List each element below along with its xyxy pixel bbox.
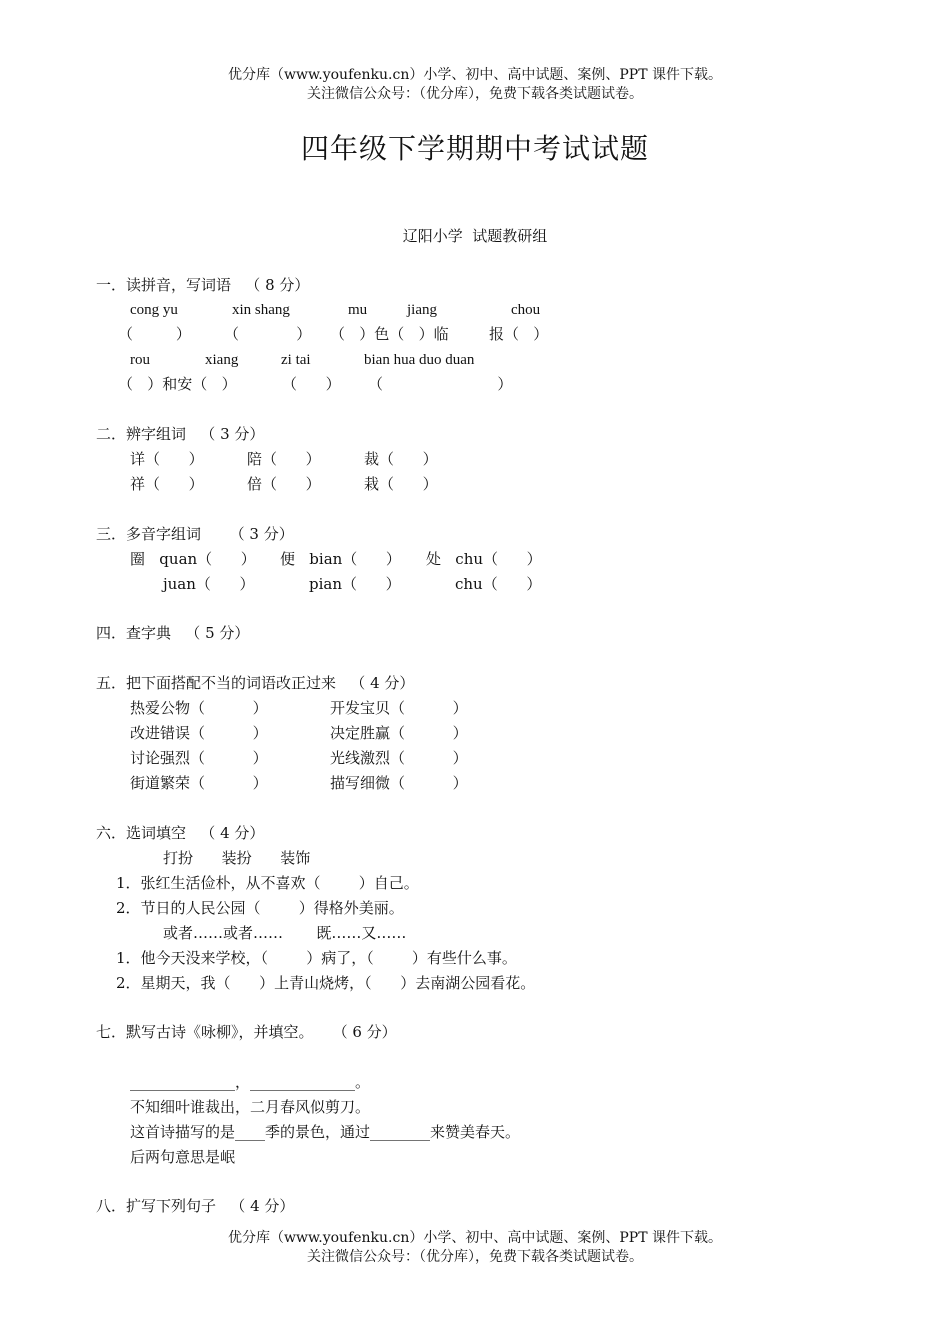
word-item[interactable]: 倍（ ） (247, 475, 321, 493)
pinyin-item: rou (130, 352, 150, 368)
section-5-heading: 五．把下面搭配不当的词语改正过来 （ 4 分） (96, 674, 415, 692)
pinyin-item: xin shang (232, 302, 290, 318)
phrase-item[interactable]: 讨论强烈（ ） (130, 749, 268, 767)
polyphone-item[interactable]: 处 chu（ ） (426, 550, 542, 568)
section-3-heading: 三．多音字组词 （ 3 分） (96, 525, 294, 543)
section-2-heading: 二．辨字组词 （ 3 分） (96, 425, 265, 443)
meaning-line: 后两句意思是岷 (130, 1148, 236, 1166)
answer-blank[interactable]: （ ）色（ ）临 (330, 325, 449, 343)
word-item[interactable]: 裁（ ） (364, 450, 438, 468)
polyphone-item[interactable]: pian（ ） (309, 575, 401, 593)
page-subtitle: 辽阳小学 试题教研组 (402, 227, 548, 245)
section-7-heading: 七．默写古诗《咏柳》，并填空。 （ 6 分） (96, 1023, 397, 1041)
footer-line-2: 关注微信公众号：（优分库），免费下载各类试题试卷。 (307, 1249, 643, 1265)
phrase-item[interactable]: 改进错误（ ） (130, 724, 268, 742)
pinyin-item: chou (511, 302, 541, 318)
section-4-heading: 四．查字典 （ 5 分） (96, 624, 250, 642)
answer-blank[interactable]: （ ）和安（ ） (118, 375, 237, 393)
section-6-heading: 六．选词填空 （ 4 分） (96, 824, 265, 842)
question-item[interactable]: 2．节日的人民公园（ ）得格外美丽。 (116, 899, 404, 917)
pinyin-item: bian hua duo duan (364, 352, 475, 368)
pinyin-item: zi tai (281, 352, 311, 368)
poem-blank-line[interactable]: ______________，______________。 (130, 1073, 371, 1091)
word-item[interactable]: 陪（ ） (247, 450, 321, 468)
polyphone-item[interactable]: chu（ ） (455, 575, 542, 593)
page-title: 四年级下学期期中考试试题 (300, 132, 649, 165)
footer-line-1: 优分库（www.youfenku.cn）小学、初中、高中试题、案例、PPT 课件下载。 (227, 1230, 722, 1246)
pinyin-item: mu (348, 302, 368, 318)
word-choices: 打扮 装扮 装饰 (163, 849, 311, 867)
question-item[interactable]: 2．星期天，我（ ）上青山烧烤，（ ）去南湖公园看花。 (116, 974, 536, 992)
pinyin-item: jiang (407, 302, 437, 318)
answer-blank[interactable]: （ ） (118, 325, 191, 343)
polyphone-item[interactable]: 便 bian（ ） (280, 550, 401, 568)
phrase-item[interactable]: 光线激烈（ ） (330, 749, 468, 767)
phrase-item[interactable]: 街道繁荣（ ） (130, 774, 268, 792)
header-line-2: 关注微信公众号：（优分库），免费下载各类试题试卷。 (307, 86, 643, 102)
phrase-item[interactable]: 决定胜赢（ ） (330, 724, 468, 742)
answer-blank[interactable]: 报（ ） (489, 325, 549, 343)
pinyin-item: cong yu (130, 302, 178, 318)
section-8-heading: 八．扩写下列句子 （ 4 分） (96, 1197, 295, 1215)
answer-blank[interactable]: （ ） (368, 375, 513, 393)
phrase-item[interactable]: 热爱公物（ ） (130, 699, 268, 717)
word-item[interactable]: 祥（ ） (130, 475, 204, 493)
fill-in-line[interactable]: 这首诗描写的是____季的景色，通过________来赞美春天。 (130, 1123, 521, 1141)
phrase-item[interactable]: 开发宝贝（ ） (330, 699, 468, 717)
header-line-1: 优分库（www.youfenku.cn）小学、初中、高中试题、案例、PPT 课件下载。 (227, 67, 722, 83)
answer-blank[interactable]: （ ） (282, 375, 341, 393)
answer-blank[interactable]: （ ） (224, 325, 312, 343)
polyphone-item[interactable]: juan（ ） (163, 575, 255, 593)
word-choices: 或者……或者…… 既……又…… (163, 924, 407, 942)
section-1-heading: 一．读拼音，写词语 （ 8 分） (96, 276, 310, 294)
pinyin-item: xiang (205, 352, 239, 368)
question-item[interactable]: 1．他今天没来学校，（ ）病了，（ ）有些什么事。 (116, 949, 517, 967)
phrase-item[interactable]: 描写细微（ ） (330, 774, 468, 792)
word-item[interactable]: 详（ ） (130, 450, 204, 468)
word-item[interactable]: 栽（ ） (364, 475, 438, 493)
polyphone-item[interactable]: 圈 quan（ ） (130, 550, 256, 568)
question-item[interactable]: 1．张红生活俭朴，从不喜欢（ ）自己。 (116, 874, 419, 892)
poem-line: 不知细叶谁裁出，二月春风似剪刀。 (130, 1098, 371, 1116)
